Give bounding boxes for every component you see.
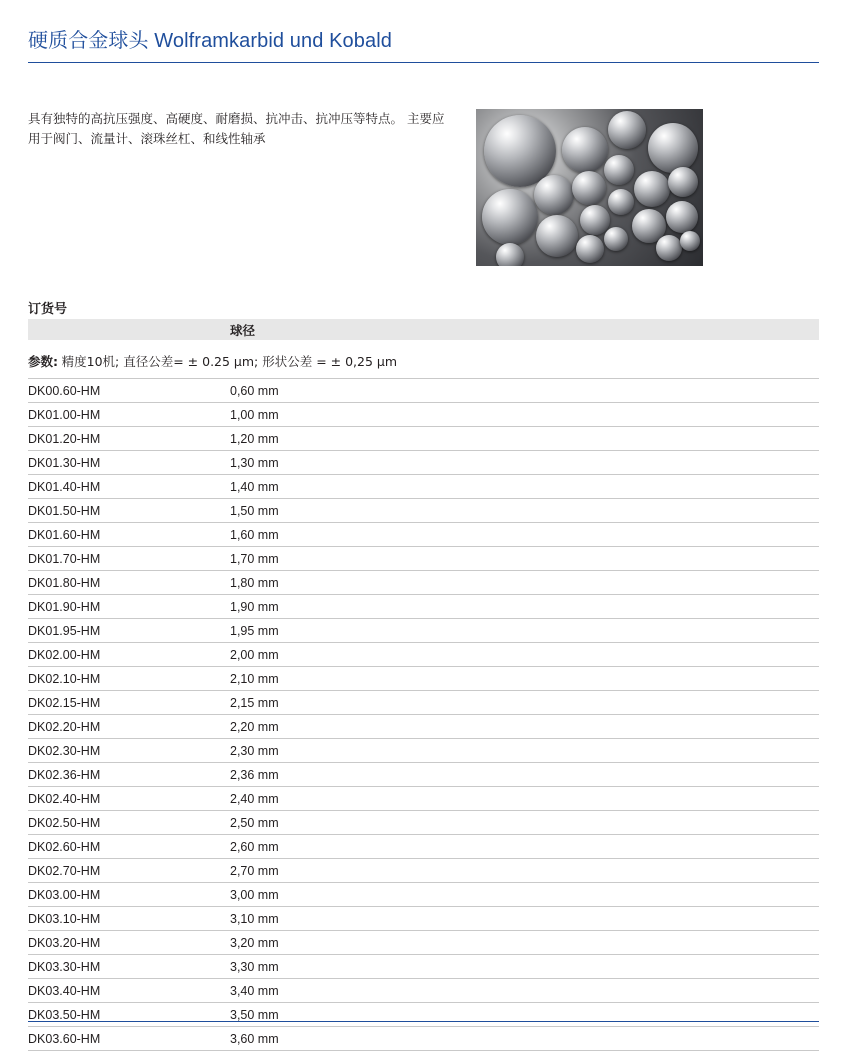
table-row [28,403,819,427]
cell-diameter: 2,50 mm [230,811,819,835]
cell-diameter: 2,60 mm [230,835,819,859]
table-row [28,883,819,907]
ball-icon [496,243,524,266]
cell-code: DK02.40-HM [28,787,230,811]
cell-diameter: 3,60 mm [230,1027,819,1051]
table-row [28,739,819,763]
cell-code: DK02.15-HM [28,691,230,715]
table-row [28,835,819,859]
table-row [28,427,819,451]
cell-code: DK00.60-HM [28,379,230,403]
diameter-heading-band [28,319,819,340]
cell-diameter: 1,90 mm [230,595,819,619]
diameter-heading: 球径 [230,322,256,338]
cell-diameter: 3,10 mm [230,907,819,931]
table-row [28,643,819,667]
cell-diameter: 2,30 mm [230,739,819,763]
table-row [28,691,819,715]
ball-icon [536,215,578,257]
parameters-line [28,352,819,370]
cell-diameter: 3,40 mm [230,979,819,1003]
table-row [28,595,819,619]
cell-diameter: 1,00 mm [230,403,819,427]
footer-divider [28,1021,819,1022]
ball-icon [604,155,634,185]
cell-diameter: 1,50 mm [230,499,819,523]
page-title-chinese: 硬质合金球头 [28,28,149,52]
cell-diameter: 2,15 mm [230,691,819,715]
cell-code: DK02.20-HM [28,715,230,739]
cell-diameter: 1,40 mm [230,475,819,499]
ball-icon [648,123,698,173]
ball-icon [680,231,700,251]
cell-code: DK01.50-HM [28,499,230,523]
product-photo [476,109,703,266]
cell-diameter: 2,20 mm [230,715,819,739]
cell-code: DK01.80-HM [28,571,230,595]
order-number-heading-row [28,298,819,317]
table-row [28,907,819,931]
ball-icon [572,171,606,205]
cell-code: DK01.60-HM [28,523,230,547]
table-row [28,667,819,691]
cell-code: DK03.50-HM [28,1003,230,1027]
ball-icon [562,127,608,173]
table-row [28,955,819,979]
parameters-value: 精度10机; 直径公差= ± 0.25 μm; 形状公差 = ± 0,25 μm [61,354,398,369]
ball-icon [580,205,610,235]
cell-code: DK02.10-HM [28,667,230,691]
table-row [28,763,819,787]
cell-code: DK02.36-HM [28,763,230,787]
intro-description [28,109,448,149]
cell-diameter: 1,30 mm [230,451,819,475]
cell-code: DK02.30-HM [28,739,230,763]
ball-icon [634,171,670,207]
cell-code: DK01.00-HM [28,403,230,427]
cell-diameter: 1,60 mm [230,523,819,547]
cell-diameter: 2,36 mm [230,763,819,787]
cell-diameter: 1,20 mm [230,427,819,451]
ball-icon [668,167,698,197]
cell-code: DK02.60-HM [28,835,230,859]
cell-code: DK02.70-HM [28,859,230,883]
cell-code: DK02.00-HM [28,643,230,667]
table-row [28,979,819,1003]
cell-code: DK01.20-HM [28,427,230,451]
table-row [28,787,819,811]
cell-diameter: 1,80 mm [230,571,819,595]
cell-code: DK03.20-HM [28,931,230,955]
cell-code: DK01.30-HM [28,451,230,475]
cell-diameter: 2,00 mm [230,643,819,667]
ball-icon [656,235,682,261]
cell-diameter: 3,00 mm [230,883,819,907]
table-row [28,811,819,835]
cell-code: DK01.40-HM [28,475,230,499]
cell-diameter: 3,30 mm [230,955,819,979]
ball-icon [666,201,698,233]
cell-code: DK03.60-HM [28,1027,230,1051]
header-divider [28,62,819,63]
table-row [28,547,819,571]
page-title-german: Wolframkarbid und Kobald [148,30,392,52]
table-row [28,499,819,523]
ball-icon [608,111,646,149]
table-row [28,931,819,955]
cell-diameter: 3,50 mm [230,1003,819,1027]
ball-icon [604,227,628,251]
cell-code: DK01.70-HM [28,547,230,571]
product-table-body [28,379,819,1051]
cell-code: DK03.00-HM [28,883,230,907]
product-table [28,378,819,1051]
intro-paragraph: 具有独特的高抗压强度、高硬度、耐磨损、抗冲击、抗冲压等特点。 主要应用于阀门、流量计、滚珠丝杠、和线性轴承 [28,111,445,146]
ball-icon [482,189,538,245]
table-row [28,475,819,499]
ball-icon [576,235,604,263]
ball-icon [608,189,634,215]
order-number-heading: 订货号 [28,302,68,317]
table-row [28,1003,819,1027]
cell-code: DK03.40-HM [28,979,230,1003]
cell-diameter: 2,10 mm [230,667,819,691]
cell-diameter: 2,40 mm [230,787,819,811]
intro-section [28,109,819,284]
table-row [28,571,819,595]
cell-code: DK03.30-HM [28,955,230,979]
cell-code: DK01.90-HM [28,595,230,619]
cell-code: DK03.10-HM [28,907,230,931]
cell-diameter: 1,95 mm [230,619,819,643]
ball-icon [534,175,574,215]
table-row [28,1027,819,1051]
cell-diameter: 3,20 mm [230,931,819,955]
cell-diameter: 1,70 mm [230,547,819,571]
table-row [28,715,819,739]
table-row [28,523,819,547]
cell-diameter: 2,70 mm [230,859,819,883]
cell-diameter: 0,60 mm [230,379,819,403]
cell-code: DK01.95-HM [28,619,230,643]
page-title [28,24,819,53]
table-row [28,451,819,475]
parameters-label: 参数: [28,354,58,369]
table-row [28,619,819,643]
table-row [28,379,819,403]
cell-code: DK02.50-HM [28,811,230,835]
page-header [28,0,819,63]
table-row [28,859,819,883]
